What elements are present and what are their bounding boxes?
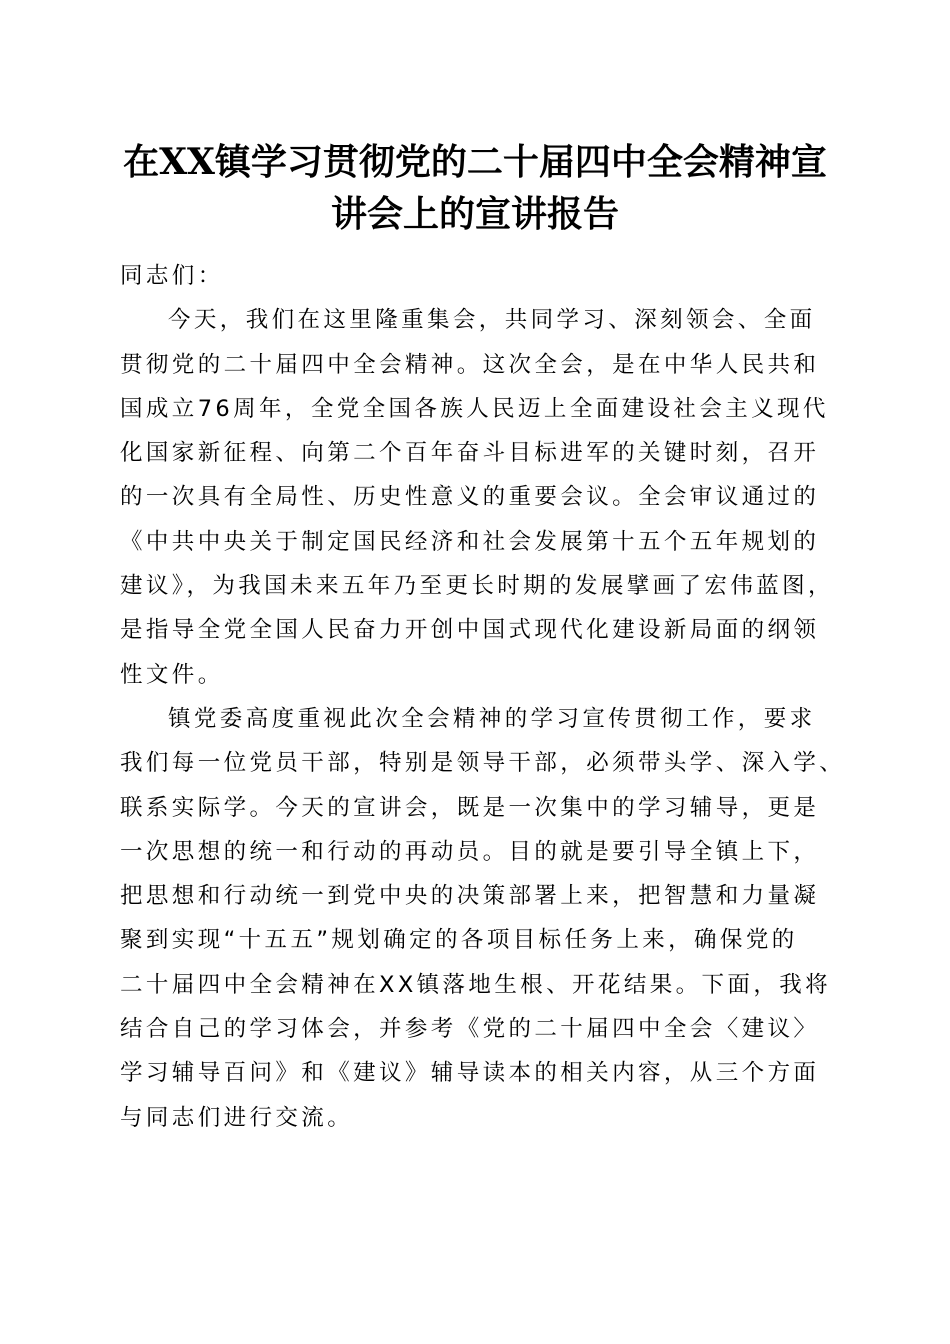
- paragraph-line: 把思想和行动统一到党中央的决策部署上来，把智慧和力量凝: [120, 883, 820, 910]
- paragraph-line: 性文件。: [120, 661, 224, 688]
- document-title: [100, 136, 850, 240]
- title-line: 讲会上的宣讲报告: [330, 193, 619, 235]
- paragraph-opening: [120, 298, 840, 697]
- paragraph-line: 《中共中央关于制定国民经济和社会发展第十五个五年规划的: [120, 528, 820, 555]
- paragraph-line: 联系实际学。今天的宣讲会，既是一次集中的学习辅导，更是: [120, 794, 820, 821]
- paragraph-line: 与同志们进行交流。: [120, 1104, 354, 1131]
- document-body: [120, 254, 846, 1140]
- paragraph-line: 我们每一位党员干部，特别是领导干部，必须带头学、深入学、: [120, 750, 846, 777]
- title-line: 在XX镇学习贯彻党的二十届四中全会精神宣: [123, 141, 827, 183]
- paragraph-line: 聚到实现“十五五”规划确定的各项目标任务上来，确保党的: [120, 927, 798, 954]
- paragraph-line: 是指导全党全国人民奋力开创中国式现代化建设新局面的纲领: [120, 617, 820, 644]
- paragraph-party-committee: [120, 697, 846, 1140]
- paragraph-line: 化国家新征程、向第二个百年奋斗目标进军的关键时刻，召开: [120, 440, 820, 467]
- paragraph-line: 贯彻党的二十届四中全会精神。这次全会，是在中华人民共和: [120, 351, 820, 378]
- paragraph-line: 学习辅导百问》和《建议》辅导读本的相关内容，从三个方面: [120, 1060, 820, 1087]
- salutation: 同志们：: [120, 263, 224, 289]
- paragraph-line: 建议》，为我国未来五年乃至更长时期的发展擘画了宏伟蓝图，: [120, 573, 834, 600]
- paragraph-line: 今天，我们在这里隆重集会，共同学习、深刻领会、全面: [168, 307, 816, 334]
- paragraph-line: 镇党委高度重视此次全会精神的学习宣传贯彻工作，要求: [168, 705, 816, 732]
- paragraph-line: 一次思想的统一和行动的再动员。目的就是要引导全镇上下，: [120, 838, 820, 865]
- paragraph-line: 结合自己的学习体会，并参考《党的二十届四中全会〈建议〉: [120, 1016, 820, 1043]
- paragraph-line: 国成立76周年，全党全国各族人民迈上全面建设社会主义现代: [120, 395, 829, 422]
- paragraph-line: 二十届四中全会精神在XX镇落地生根、开花结果。下面，我将: [120, 971, 832, 998]
- paragraph-line: 的一次具有全局性、历史性意义的重要会议。全会审议通过的: [120, 484, 820, 511]
